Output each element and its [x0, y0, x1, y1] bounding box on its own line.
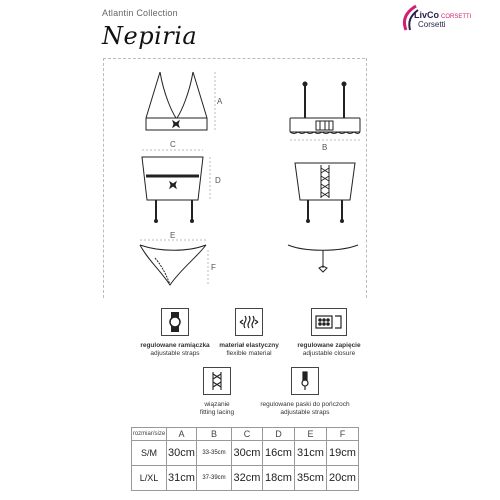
feature-label-en: flexible material	[226, 350, 272, 357]
feature-label-en: adjustable straps	[280, 409, 330, 416]
size-label: L/XL	[132, 466, 167, 491]
column-header: C	[232, 428, 263, 441]
table-cell: 18cm	[263, 466, 295, 491]
brand-name: LivCo	[414, 10, 440, 20]
feature-label-en: adjustable closure	[302, 350, 356, 357]
strap-adjuster-icon	[161, 308, 189, 336]
table-cell: 16cm	[263, 441, 295, 466]
size-table-header	[132, 428, 359, 441]
brand-tag: CORSETTI	[441, 14, 472, 20]
feature-adjustable-closure	[269, 308, 389, 358]
table-cell: 32cm	[232, 466, 263, 491]
column-header: D	[263, 428, 295, 441]
column-header: E	[295, 428, 327, 441]
column-header: B	[197, 428, 232, 441]
corset-back-drawing	[295, 163, 355, 223]
table-row	[132, 466, 359, 491]
column-header: A	[167, 428, 197, 441]
bra-back-drawing	[290, 82, 360, 134]
table-cell: 30cm	[167, 441, 197, 466]
collection-name: Atlantin Collection	[102, 8, 178, 18]
table-cell: 20cm	[327, 466, 359, 491]
table-cell: 33-35cm	[197, 441, 232, 466]
product-title: Nepiria	[102, 22, 198, 50]
dimension-letter-b: B	[322, 143, 328, 152]
feature-label-pl: materiał elastyczny	[219, 342, 279, 349]
table-row	[132, 441, 359, 466]
thong-front-drawing	[140, 245, 206, 285]
feature-label-en: adjustable straps	[150, 350, 200, 357]
column-header: F	[327, 428, 359, 441]
feature-label-pl: regulowane zapięcie	[297, 342, 361, 349]
table-cell: 30cm	[232, 441, 263, 466]
hook-closure-icon	[311, 308, 347, 336]
stretch-fabric-icon	[235, 308, 263, 336]
dimension-letter-a: A	[217, 97, 223, 106]
dimension-letter-f: F	[211, 263, 216, 272]
table-cell: 31cm	[167, 466, 197, 491]
feature-garter-straps	[245, 367, 365, 417]
feature-label-pl: regulowane paski do pończoch	[260, 401, 350, 408]
feature-label-pl: wiązanie	[204, 401, 230, 408]
dimension-letter-d: D	[215, 176, 221, 185]
dimension-letter-c: C	[170, 140, 176, 149]
size-label: S/M	[132, 441, 167, 466]
feature-label-en: fitting lacing	[199, 409, 235, 416]
bra-front-drawing	[146, 72, 207, 130]
dimension-letter-e: E	[170, 231, 176, 240]
table-cell: 19cm	[327, 441, 359, 466]
brand-sub: Corsetti	[418, 20, 446, 29]
corset-front-drawing	[142, 157, 203, 223]
table-cell: 35cm	[295, 466, 327, 491]
size-table-corner: rozmiar/size	[132, 428, 167, 441]
feature-label-pl: regulowane ramiączka	[140, 342, 210, 349]
size-table	[131, 427, 359, 491]
garter-clip-icon	[291, 367, 319, 395]
table-cell: 37-39cm	[197, 466, 232, 491]
table-cell: 31cm	[295, 441, 327, 466]
lacing-icon	[203, 367, 231, 395]
thong-back-drawing	[288, 245, 358, 272]
